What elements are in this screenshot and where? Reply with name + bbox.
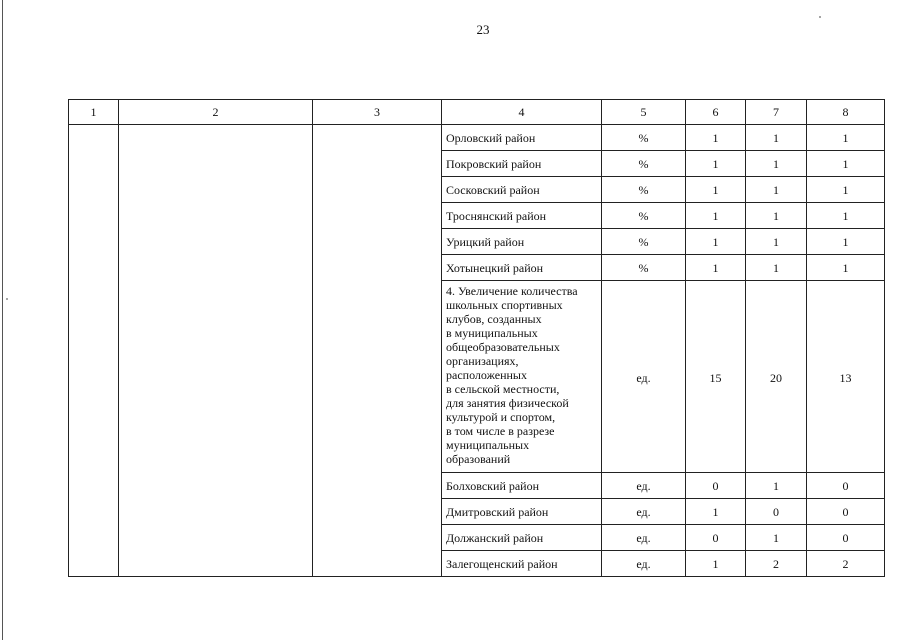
unit-cell: % bbox=[602, 125, 686, 151]
header-cell-3: 3 bbox=[313, 100, 442, 125]
unit-cell: % bbox=[602, 151, 686, 177]
col-1-merged bbox=[69, 125, 119, 577]
indicator-name-cell: Троснянский район bbox=[442, 203, 602, 229]
value-col-8-cell: 0 bbox=[807, 499, 885, 525]
data-table bbox=[68, 99, 885, 577]
value-col-7-cell: 1 bbox=[746, 125, 807, 151]
value-col-6-cell: 1 bbox=[686, 255, 746, 281]
value-col-8-cell: 13 bbox=[807, 281, 885, 473]
value-col-7-cell: 0 bbox=[746, 499, 807, 525]
value-col-7-cell: 1 bbox=[746, 151, 807, 177]
page-number: 23 bbox=[476, 22, 490, 37]
value-col-7-cell: 2 bbox=[746, 551, 807, 577]
value-col-8-cell: 1 bbox=[807, 229, 885, 255]
value-col-8-cell: 1 bbox=[807, 177, 885, 203]
unit-cell: ед. bbox=[602, 525, 686, 551]
value-col-6-cell: 1 bbox=[686, 203, 746, 229]
col-2-merged bbox=[119, 125, 313, 577]
value-col-8-cell: 1 bbox=[807, 203, 885, 229]
indicator-name-cell: Должанский район bbox=[442, 525, 602, 551]
unit-cell: ед. bbox=[602, 551, 686, 577]
unit-cell: % bbox=[602, 229, 686, 255]
indicator-name-cell: Дмитровский район bbox=[442, 499, 602, 525]
value-col-7-cell: 1 bbox=[746, 255, 807, 281]
value-col-8-cell: 2 bbox=[807, 551, 885, 577]
value-col-7-cell: 20 bbox=[746, 281, 807, 473]
unit-cell: % bbox=[602, 177, 686, 203]
value-col-8-cell: 1 bbox=[807, 125, 885, 151]
indicator-name-cell: Орловский район bbox=[442, 125, 602, 151]
value-col-6-cell: 0 bbox=[686, 525, 746, 551]
value-col-6-cell: 1 bbox=[686, 499, 746, 525]
unit-cell: ед. bbox=[602, 281, 686, 473]
header-cell-6: 6 bbox=[686, 100, 746, 125]
indicator-name-cell: 4. Увеличение количества школьных спортивных клубов, созданных в муниципальных общеобразовательных организациях, расположенных в сельской местности, для занятия физической культурой и спортом, в том числе в разрезе муниципальных образований bbox=[442, 281, 602, 473]
header-cell-4: 4 bbox=[442, 100, 602, 125]
value-col-6-cell: 15 bbox=[686, 281, 746, 473]
header-cell-5: 5 bbox=[602, 100, 686, 125]
scan-margin-line bbox=[2, 0, 3, 640]
value-col-7-cell: 1 bbox=[746, 229, 807, 255]
unit-cell: % bbox=[602, 255, 686, 281]
value-col-8-cell: 0 bbox=[807, 525, 885, 551]
indicator-name-cell: Сосковский район bbox=[442, 177, 602, 203]
value-col-6-cell: 1 bbox=[686, 177, 746, 203]
indicator-name-cell: Хотынецкий район bbox=[442, 255, 602, 281]
table-row bbox=[69, 125, 885, 151]
header-cell-8: 8 bbox=[807, 100, 885, 125]
value-col-7-cell: 1 bbox=[746, 203, 807, 229]
indicator-name-cell: Болховский район bbox=[442, 473, 602, 499]
value-col-6-cell: 1 bbox=[686, 151, 746, 177]
col-3-merged bbox=[313, 125, 442, 577]
value-col-7-cell: 1 bbox=[746, 525, 807, 551]
header-cell-7: 7 bbox=[746, 100, 807, 125]
value-col-8-cell: 1 bbox=[807, 151, 885, 177]
value-col-6-cell: 1 bbox=[686, 229, 746, 255]
value-col-6-cell: 0 bbox=[686, 473, 746, 499]
value-col-7-cell: 1 bbox=[746, 177, 807, 203]
value-col-6-cell: 1 bbox=[686, 551, 746, 577]
scan-speck bbox=[6, 298, 8, 300]
value-col-8-cell: 0 bbox=[807, 473, 885, 499]
header-cell-2: 2 bbox=[119, 100, 313, 125]
unit-cell: % bbox=[602, 203, 686, 229]
value-col-6-cell: 1 bbox=[686, 125, 746, 151]
value-col-8-cell: 1 bbox=[807, 255, 885, 281]
table-header-row bbox=[69, 100, 885, 125]
scan-speck bbox=[819, 16, 821, 18]
indicator-name-cell: Урицкий район bbox=[442, 229, 602, 255]
header-cell-1: 1 bbox=[69, 100, 119, 125]
indicator-name-cell: Залегощенский район bbox=[442, 551, 602, 577]
value-col-7-cell: 1 bbox=[746, 473, 807, 499]
unit-cell: ед. bbox=[602, 499, 686, 525]
unit-cell: ед. bbox=[602, 473, 686, 499]
indicator-name-cell: Покровский район bbox=[442, 151, 602, 177]
